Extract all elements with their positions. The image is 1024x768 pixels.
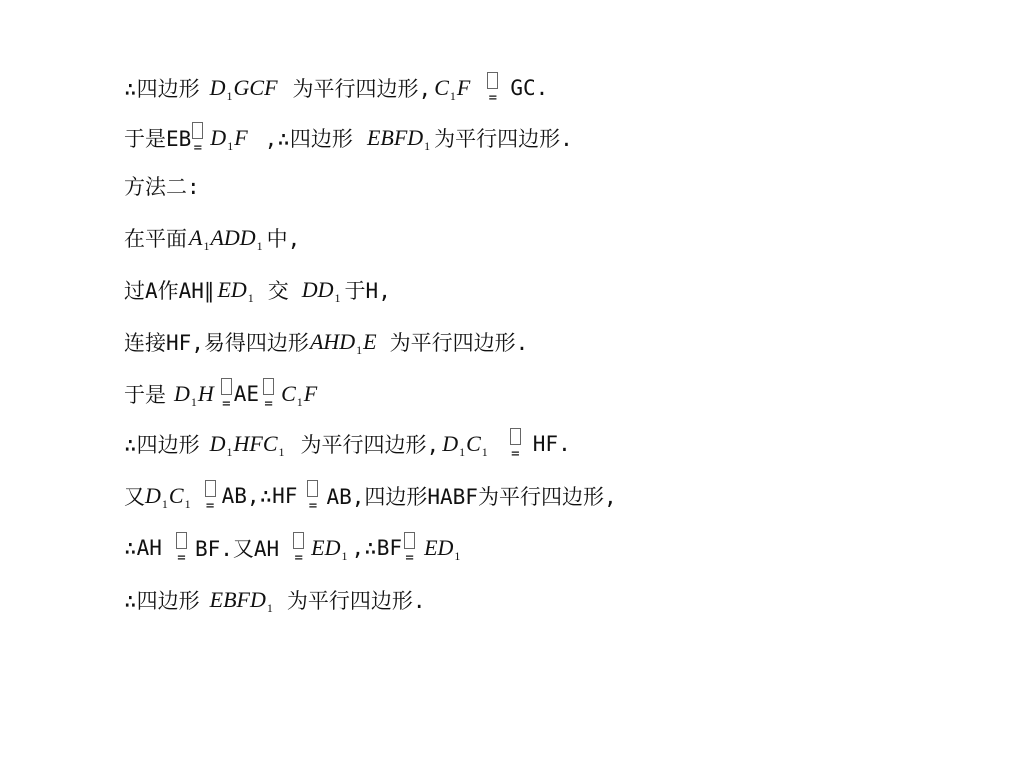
parallel-equal-symbol (487, 72, 498, 105)
equal-bar: = (205, 497, 215, 514)
proof-line-5 (124, 270, 391, 310)
math-var: D (209, 431, 226, 456)
parallel-equal-symbol (263, 378, 274, 411)
parallel-equal-symbol (205, 480, 216, 513)
text: HF. (532, 432, 571, 456)
math-subscript: 1 (226, 89, 233, 103)
math-var: D (442, 431, 459, 456)
parallel-equal-symbol (307, 480, 318, 513)
math-ED1 (311, 535, 348, 561)
proof-line-2 (124, 118, 573, 158)
text: 为平行四边形. (434, 127, 573, 151)
equal-bar: = (405, 549, 414, 566)
method-two-heading: 方法二: (124, 175, 200, 199)
missing-glyph-icon (510, 428, 521, 445)
equal-bar: = (294, 549, 303, 566)
text: 为平行四边形. (389, 331, 529, 355)
math-var: D (145, 483, 161, 508)
text: 为平行四边形, (300, 433, 440, 457)
missing-glyph-icon (221, 378, 232, 395)
math-D1H (174, 381, 214, 407)
equal-bar: = (488, 89, 498, 106)
math-var: ADD (210, 225, 256, 250)
text: 又 (124, 485, 145, 509)
math-subscript: 1 (424, 139, 431, 153)
text: BF.又AH (194, 537, 280, 561)
text: 为平行四边形. (286, 589, 426, 613)
parallel-equal-symbol (293, 532, 304, 565)
text: 于H, (344, 279, 391, 303)
proof-line-4 (124, 218, 300, 258)
math-D1GCF (210, 75, 278, 101)
math-subscript: 1 (247, 291, 254, 305)
math-subscript: 1 (266, 601, 273, 615)
proof-line-3 (124, 166, 200, 206)
math-var: ED (311, 535, 341, 560)
parallel-equal-symbol (404, 532, 415, 565)
text: AE (233, 382, 260, 406)
text: ∴AH (124, 536, 162, 560)
math-subscript: 1 (341, 549, 348, 563)
math-D1C1 (145, 483, 192, 509)
proof-line-9 (124, 476, 617, 516)
proof-line-6 (124, 322, 528, 362)
math-var: ED (424, 535, 454, 560)
math-subscript: 1 (278, 445, 285, 459)
missing-glyph-icon (263, 378, 274, 395)
math-A1ADD1 (189, 225, 264, 251)
math-var: GCF (233, 75, 278, 100)
missing-glyph-icon (176, 532, 187, 549)
proof-line-10 (124, 528, 464, 568)
math-C1F (281, 381, 317, 407)
text: 连接HF,易得四边形 (124, 331, 309, 355)
math-subscript: 1 (227, 139, 234, 153)
math-var: C (168, 483, 184, 508)
math-var: C (434, 75, 449, 100)
text: 交 (267, 279, 289, 303)
proof-line-7 (124, 374, 320, 414)
missing-glyph-icon (293, 532, 304, 549)
math-D1C1 (442, 431, 489, 457)
missing-glyph-icon (404, 532, 415, 549)
text: AB,∴HF (221, 484, 298, 508)
proof-line-8 (124, 424, 571, 464)
math-subscript: 1 (184, 497, 191, 511)
math-subscript: 1 (454, 549, 461, 563)
math-ED1 (424, 535, 461, 561)
math-subscript: 1 (459, 445, 466, 459)
math-var: A (189, 225, 203, 250)
math-var: D (174, 381, 190, 406)
math-var: DD (301, 277, 334, 302)
math-D1F (210, 125, 247, 151)
text: ∴四边形 (124, 77, 200, 101)
math-subscript: 1 (449, 89, 456, 103)
math-subscript: 1 (190, 395, 197, 409)
text: ,∴BF (351, 536, 403, 560)
math-DD1 (302, 277, 342, 303)
math-D1HFC1 (210, 431, 286, 457)
parallel-equal-symbol (192, 122, 203, 155)
math-subscript: 1 (296, 395, 303, 409)
equal-bar: = (177, 549, 186, 566)
math-EBFD1 (210, 587, 274, 613)
parallel-equal-symbol (176, 532, 187, 565)
missing-glyph-icon (192, 122, 203, 139)
math-subscript: 1 (256, 239, 263, 253)
math-var: C (281, 381, 296, 406)
equal-bar: = (308, 497, 318, 514)
math-subscript: 1 (334, 291, 341, 305)
math-var: D (210, 125, 227, 150)
equal-bar: = (264, 395, 273, 412)
math-var: AHD (309, 329, 356, 354)
parallel-equal-symbol (221, 378, 232, 411)
equal-bar: = (511, 445, 520, 462)
math-subscript: 1 (481, 445, 488, 459)
math-subscript: 1 (356, 343, 363, 357)
text: 中, (266, 227, 301, 251)
text: 过A作AH∥ (124, 279, 215, 303)
math-EBFD1 (367, 125, 431, 151)
math-var: D (209, 75, 226, 100)
text: GC. (510, 76, 549, 100)
text: ∴四边形 (124, 589, 200, 613)
parallel-equal-symbol (510, 428, 521, 461)
missing-glyph-icon (307, 480, 318, 497)
missing-glyph-icon (205, 480, 216, 497)
math-var: ED (217, 277, 247, 302)
proof-line-1 (124, 68, 548, 108)
math-var: E (363, 329, 377, 354)
math-var: H (197, 381, 214, 406)
math-AHD1E (310, 329, 377, 355)
math-var: EBFD (366, 125, 424, 150)
text: 为平行四边形, (292, 77, 432, 101)
text: ∴四边形 (124, 433, 200, 457)
math-var: F (303, 381, 318, 406)
text: AB,四边形HABF为平行四边形, (326, 485, 617, 509)
math-var: HFC (233, 431, 278, 456)
math-C1F (434, 75, 470, 101)
math-subscript: 1 (203, 239, 210, 253)
math-subscript: 1 (226, 445, 233, 459)
equal-bar: = (193, 139, 203, 156)
missing-glyph-icon (487, 72, 498, 89)
text: ,∴四边形 (264, 127, 353, 151)
text: 于是 (124, 383, 166, 407)
text: 在平面 (124, 227, 187, 251)
proof-line-11 (124, 580, 426, 620)
math-var: F (456, 75, 471, 100)
math-subscript: 1 (161, 497, 168, 511)
math-var: EBFD (209, 587, 266, 612)
math-var: C (466, 431, 481, 456)
text: 于是EB (124, 127, 192, 151)
math-ED1 (217, 277, 254, 303)
math-var: F (234, 125, 248, 150)
equal-bar: = (222, 395, 231, 412)
